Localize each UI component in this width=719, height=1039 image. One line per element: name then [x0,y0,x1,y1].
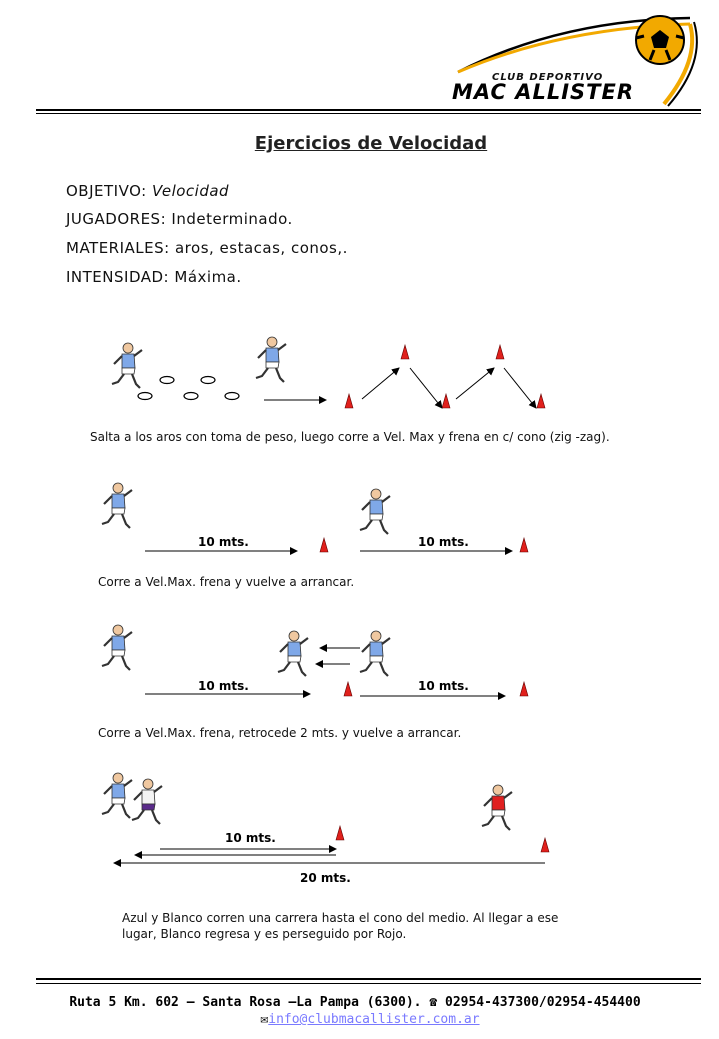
hoops [138,377,239,400]
materiales-label: MATERIALES: [66,239,170,257]
exercise-3-distance-1: 10 mts. [198,679,249,693]
player-blue-running [102,483,132,528]
player-blue-running [102,625,132,670]
exercise-2-distance-2: 10 mts. [418,535,469,549]
mail-icon: ✉ [260,1012,269,1027]
email-link[interactable]: info@clubmacallister.com.ar [268,1012,480,1027]
page-title: Ejercicios de Velocidad [254,133,488,154]
player-red [482,785,512,830]
objetivo-label: OBJETIVO: [66,182,147,200]
player-white [132,779,162,824]
exercise-4-caption-line1: Azul y Blanco corren una carrera hasta el cono del medio. Al llegar a ese [122,911,559,925]
player-blue-braking [360,489,390,534]
cone [520,682,528,696]
exercise-2-distance-1: 10 mts. [198,535,249,549]
cone [336,826,344,840]
footer-rule [36,978,701,980]
intensidad-label: INTENSIDAD: [66,268,170,286]
player-blue-running [256,337,286,382]
cone [344,682,352,696]
exercise-4-distance-1: 10 mts. [225,831,276,845]
player-blue [102,773,132,818]
exercise-4-diagram [102,773,549,863]
cone [537,394,545,408]
cone [401,345,409,359]
club-name: MAC ALLISTER [452,80,635,104]
club-line: CLUB DEPORTIVO [492,72,604,83]
exercise-3-distance-2: 10 mts. [418,679,469,693]
footer-email-line [0,1012,719,1027]
cone [345,394,353,408]
cone [496,345,504,359]
intensidad-value: Máxima. [174,268,242,286]
exercise-1-diagram [112,337,545,408]
footer-address: Ruta 5 Km. 602 – Santa Rosa –La Pampa (6300). ☎ 02954-437300/02954-454400 [69,995,641,1010]
cone [520,538,528,552]
footer-rule-thin [36,983,701,984]
cone [320,538,328,552]
exercise-4-caption-line2: lugar, Blanco regresa y es perseguido por Rojo. [122,927,407,941]
player-blue-jumping [112,343,142,388]
jugadores-label: JUGADORES: [66,210,167,228]
cone [442,394,450,408]
jugadores-value: Indeterminado. [171,210,293,228]
cone [541,838,549,852]
player-blue-braking [360,631,390,676]
objetivo-value: Velocidad [151,182,230,200]
exercise-2-caption: Corre a Vel.Max. frena y vuelve a arrancar. [98,575,355,589]
exercise-3-caption: Corre a Vel.Max. frena, retrocede 2 mts. y vuelve a arrancar. [98,726,462,740]
materiales-value: aros, estacas, conos,. [174,239,348,257]
exercise-1-caption: Salta a los aros con toma de peso, luego corre a Vel. Max y frena en c/ cono (zig -zag). [90,430,610,444]
player-blue-retreating [278,631,308,676]
exercise-4-distance-2: 20 mts. [300,871,351,885]
